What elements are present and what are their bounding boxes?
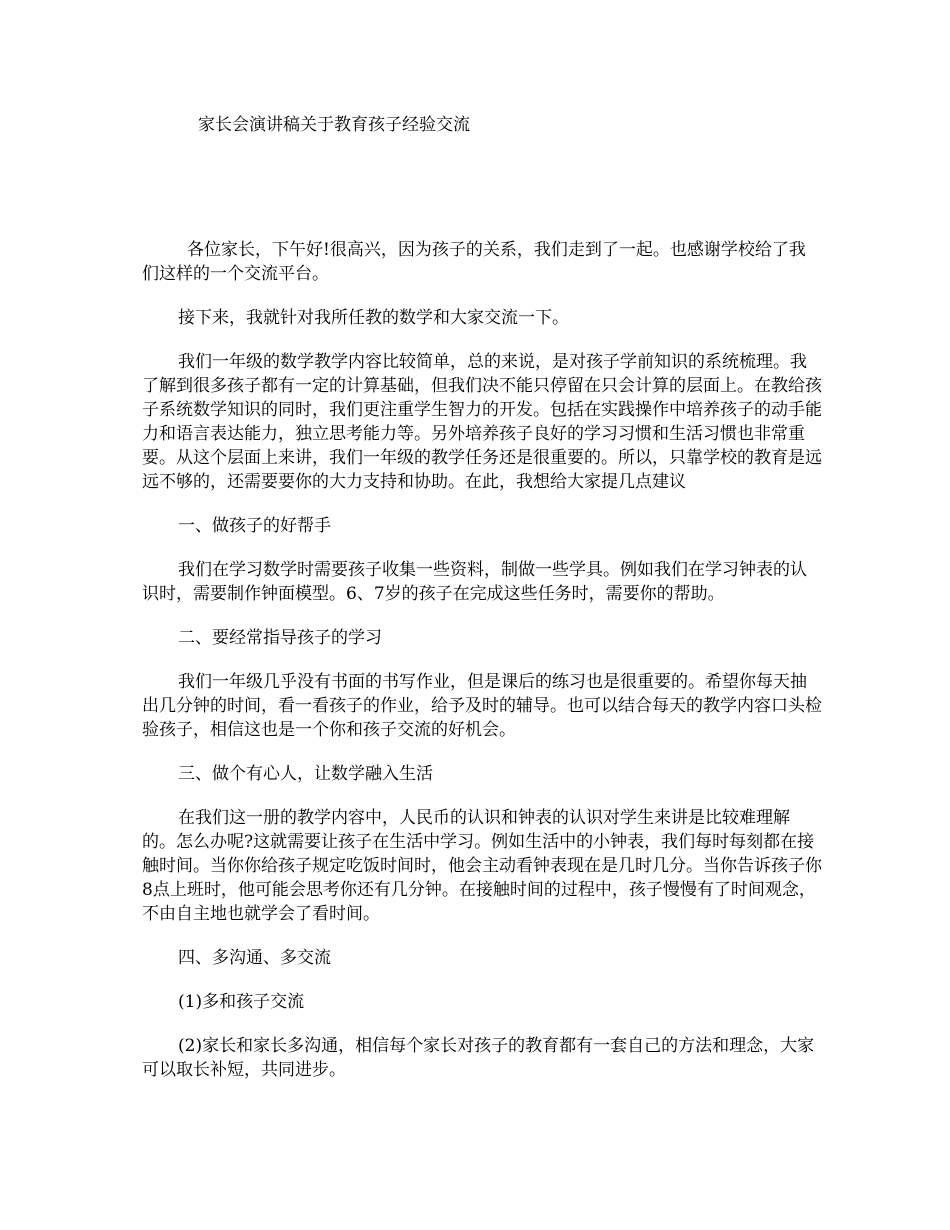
document-title: 家长会演讲稿关于教育孩子经验交流 <box>198 115 470 135</box>
list-item-1: (1)多和孩子交流 <box>178 992 305 1012</box>
section-heading-2: 二、要经常指导孩子的学习 <box>178 628 382 648</box>
document-body <box>142 238 822 1082</box>
paragraph-greeting: 各位家长，下午好!很高兴，因为孩子的关系，我们走到了一起。也感谢学校给了我们这样的一个交流平台。 <box>142 240 806 284</box>
section-heading-1: 一、做孩子的好帮手 <box>178 516 331 536</box>
paragraph-section-3: 在我们这一册的教学内容中，人民币的认识和钟表的认识对学生来讲是比较难理解的。怎么办呢?这就需要让孩子在生活中学习。例如生活中的小钟表，我们每时每刻都在接触时间。当你你给孩子规定吃饭时间时，他会主动看钟表现在是几时几分。当你告诉孩子你8点上班时，他可能会思考你还有几分钟。在接触时间的过程中，孩子慢慢有了时间观念，不由自主地也就学会了看时间。 <box>142 808 822 924</box>
paragraph-intro: 接下来，我就针对我所任教的数学和大家交流一下。 <box>178 308 569 328</box>
list-item-2: (2)家长和家长多沟通，相信每个家长对孩子的教育都有一套自己的方法和理念，大家可以取长补短，共同进步。 <box>142 1036 815 1080</box>
paragraph-section-1: 我们在学习数学时需要孩子收集一些资料，制做一些学具。例如我们在学习钟表的认识时，需要制作钟面模型。6、7岁的孩子在完成这些任务时，需要你的帮助。 <box>142 560 807 604</box>
section-heading-3: 三、做个有心人，让数学融入生活 <box>178 764 433 784</box>
paragraph-overview: 我们一年级的数学教学内容比较简单，总的来说，是对孩子学前知识的系统梳理。我了解到很多孩子都有一定的计算基础，但我们决不能只停留在只会计算的层面上。在教给孩子系统数学知识的同时，我们更注重学生智力的开发。包括在实践操作中培养孩子的动手能力和语言表达能力，独立思考能力等。另外培养孩子良好的学习习惯和生活习惯也非常重要。从这个层面上来讲，我们一年级的教学任务还是很重要的。所以，只靠学校的教育是远远不够的，还需要要你的大力支持和协助。在此，我想给大家提几点建议 <box>142 352 822 492</box>
paragraph-section-2: 我们一年级几乎没有书面的书写作业，但是课后的练习也是很重要的。希望你每天抽出几分钟的时间，看一看孩子的作业，给予及时的辅导。也可以结合每天的教学内容口头检验孩子，相信这也是一个你和孩子交流的好机会。 <box>142 672 822 740</box>
section-heading-4: 四、多沟通、多交流 <box>178 948 331 968</box>
